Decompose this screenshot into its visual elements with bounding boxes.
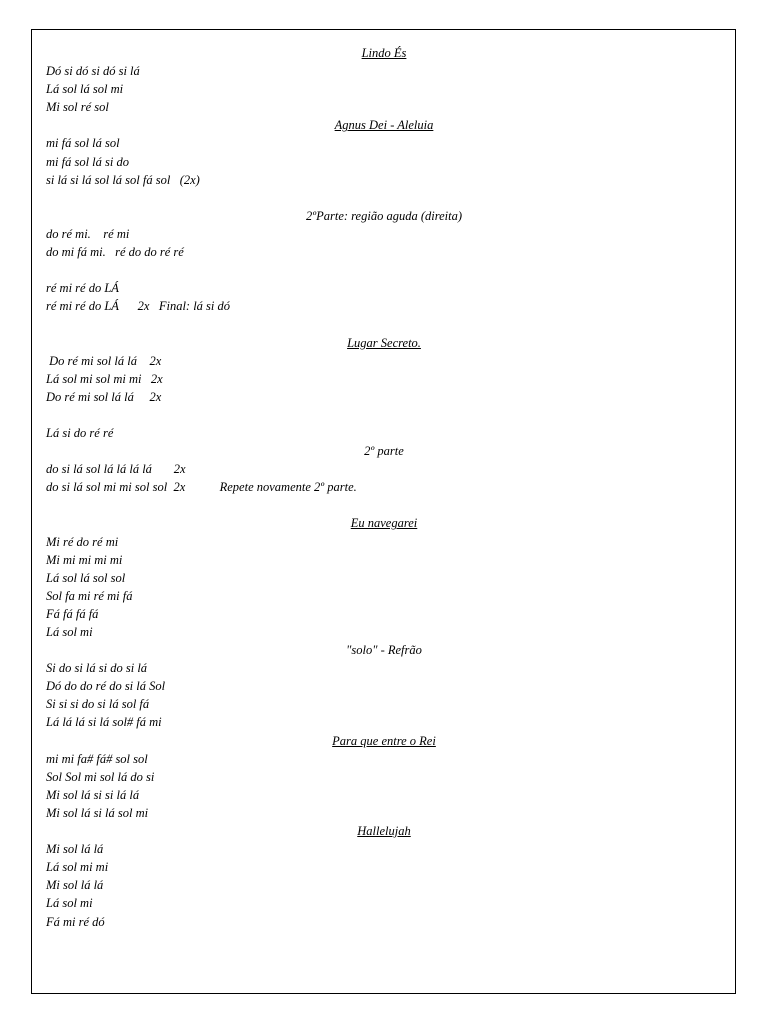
- line-text: Lá sol lá sol sol: [46, 570, 126, 585]
- note-line: [46, 460, 722, 478]
- line-text: mi fá sol lá sol: [46, 136, 120, 151]
- line-text: Lugar Secreto.: [347, 335, 421, 350]
- note-line: [46, 80, 722, 98]
- line-text: Si si si do si lá sol fá: [46, 697, 150, 712]
- note-line: [46, 225, 722, 243]
- note-line: [46, 804, 722, 822]
- line-text: Lá lá lá si lá sol# fá mi: [46, 715, 162, 730]
- note-line: [46, 623, 722, 641]
- line-text: Hallelujah: [357, 824, 411, 839]
- line-text: Agnus Dei - Aleluia: [334, 118, 434, 133]
- note-line: [46, 171, 722, 189]
- line-text: Mi sol ré sol: [46, 100, 109, 115]
- line-text: Lá sol mi: [46, 625, 93, 639]
- section-heading: [46, 641, 722, 659]
- line-text: Lá sol mi: [46, 896, 93, 911]
- note-line: [46, 750, 722, 768]
- note-line: [46, 605, 722, 623]
- line-text: Mi sol lá lá: [46, 842, 104, 857]
- line-text: Fá mi ré dó: [46, 914, 105, 929]
- line-text: Do ré mi sol lá lá 2x: [46, 389, 162, 404]
- line-text: Lindo És: [361, 46, 407, 60]
- document-body: [46, 44, 722, 931]
- line-text: Sol Sol mi sol lá do si: [46, 769, 155, 784]
- note-line: [46, 297, 722, 315]
- note-line: [46, 352, 722, 370]
- song-title: [46, 44, 722, 62]
- line-text: Sol fa mi ré mi fá: [46, 588, 133, 603]
- note-line: [46, 551, 722, 569]
- section-heading: [46, 207, 722, 225]
- note-line: [46, 768, 722, 786]
- song-title: [46, 116, 722, 134]
- line-text: "solo" - Refrão: [346, 643, 422, 658]
- line-text: 2º parte: [364, 444, 404, 459]
- line-text: Mi sol lá si lá sol mi: [46, 805, 149, 820]
- line-text: mi mi fa# fá# sol sol: [46, 751, 148, 766]
- note-line: [46, 134, 722, 152]
- note-line: [46, 713, 722, 731]
- line-text: do ré mi. ré mi: [46, 226, 130, 241]
- line-text: Mi sol lá si si lá lá: [46, 787, 140, 802]
- line-text: ré mi ré do LÁ 2x Final: lá si dó: [46, 299, 231, 314]
- note-line: [46, 840, 722, 858]
- section-heading: [46, 442, 722, 460]
- line-text: Si do si lá si do si lá: [46, 661, 148, 676]
- note-line: [46, 388, 722, 406]
- line-text: Lá sol lá sol mi: [46, 82, 124, 97]
- song-title: [46, 514, 722, 532]
- line-text: Lá si do ré ré: [46, 425, 114, 440]
- line-text: 2ºParte: região aguda (direita): [305, 208, 463, 223]
- line-text: Fá fá fá fá: [46, 606, 99, 621]
- note-line: [46, 424, 722, 442]
- note-line: [46, 695, 722, 713]
- note-line: [46, 659, 722, 677]
- line-text: do si lá sol mi mi sol sol 2x Repete novamente 2º parte.: [46, 480, 357, 495]
- note-line: [46, 894, 722, 912]
- line-text: si lá si lá sol lá sol fá sol (2x): [46, 172, 200, 187]
- line-text: Mi sol lá lá: [46, 878, 104, 893]
- note-line: [46, 153, 722, 171]
- line-text: Mi ré do ré mi: [46, 534, 119, 549]
- note-line: [46, 876, 722, 894]
- note-line: [46, 569, 722, 587]
- note-line: [46, 370, 722, 388]
- note-line: [46, 677, 722, 695]
- note-line: [46, 62, 722, 80]
- note-line: [46, 858, 722, 876]
- line-text: do mi fá mi. ré do do ré ré: [46, 245, 184, 260]
- blank-line: [46, 406, 722, 424]
- song-title: [46, 732, 722, 750]
- song-title: [46, 822, 722, 840]
- note-line: [46, 478, 722, 496]
- note-line: [46, 243, 722, 261]
- blank-line: [46, 496, 722, 514]
- note-line: [46, 587, 722, 605]
- note-line: [46, 913, 722, 931]
- note-line: [46, 98, 722, 116]
- line-text: Eu navegarei: [350, 516, 418, 531]
- blank-line: [46, 315, 722, 333]
- line-text: Lá sol mi mi: [46, 860, 109, 875]
- line-text: Mi mi mi mi mi: [46, 552, 123, 567]
- line-text: ré mi ré do LÁ: [46, 281, 119, 296]
- blank-line: [46, 261, 722, 279]
- line-text: Dó do do ré do si lá Sol: [46, 679, 166, 694]
- blank-line: [46, 189, 722, 207]
- note-line: [46, 279, 722, 297]
- line-text: Lá sol mi sol mi mi 2x: [46, 371, 163, 386]
- line-text: Dó si dó si dó si lá: [46, 64, 140, 79]
- line-text: do si lá sol lá lá lá lá 2x: [46, 462, 186, 477]
- line-text: Para que entre o Rei: [332, 733, 436, 748]
- song-title: [46, 334, 722, 352]
- line-text: Do ré mi sol lá lá 2x: [46, 353, 162, 368]
- note-line: [46, 533, 722, 551]
- line-text: mi fá sol lá si do: [46, 154, 129, 169]
- note-line: [46, 786, 722, 804]
